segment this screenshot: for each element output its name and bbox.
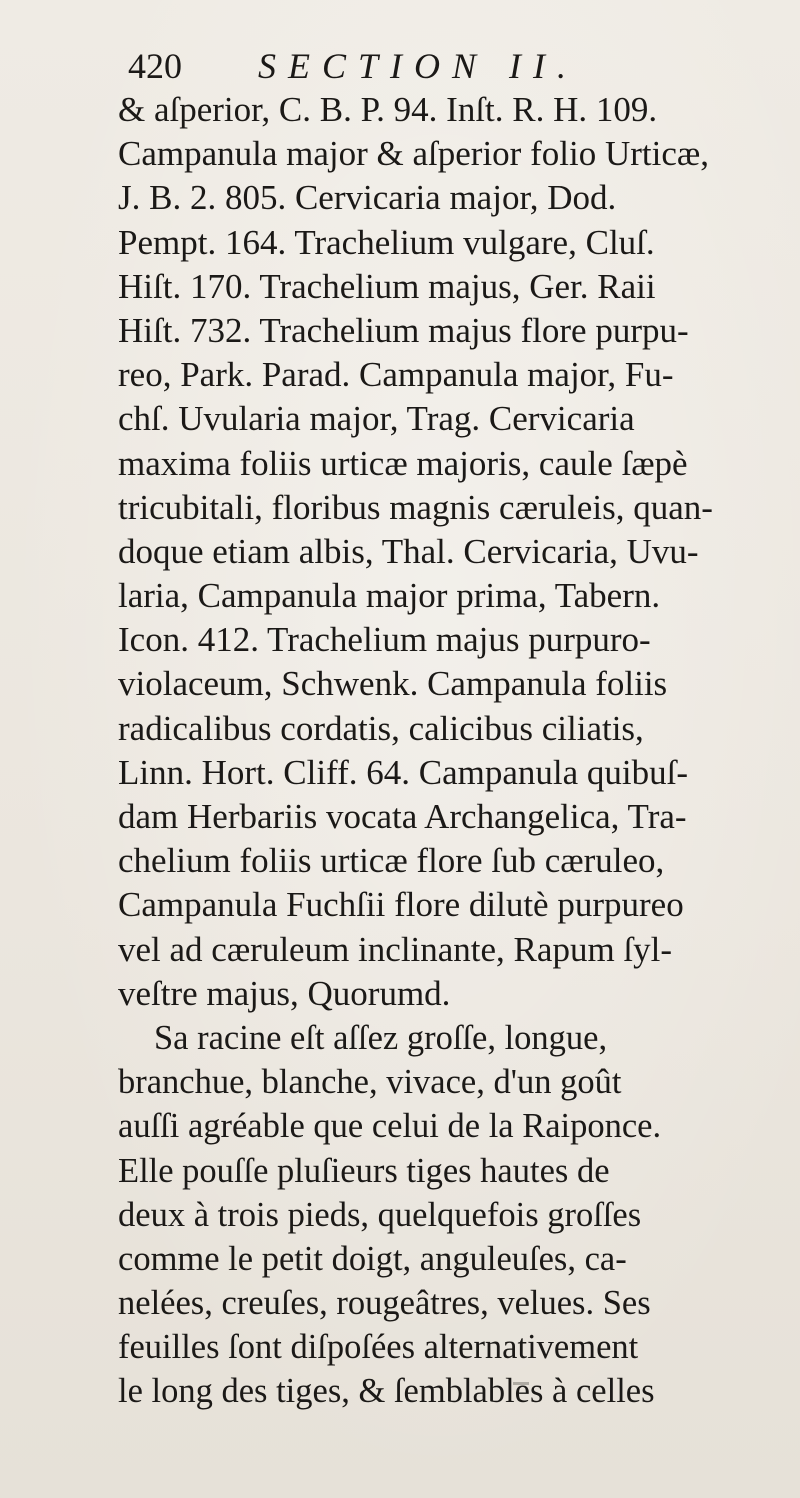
text-line: comme le petit doigt, anguleuſes, ca- bbox=[118, 1239, 627, 1278]
text-line: reo, Park. Parad. Campanula major, Fu- bbox=[118, 355, 674, 395]
text-line: radicalibus cordatis, calicibus ciliatis, bbox=[118, 708, 644, 748]
text-line: doque etiam albis, Thal. Cervicaria, Uvu- bbox=[118, 531, 699, 571]
text-line: Icon. 412. Trachelium majus purpuro- bbox=[118, 620, 651, 660]
text-line: Campanula Fuchſii flore dilutè purpureo bbox=[118, 885, 684, 925]
text-line: Hiſt. 732. Trachelium majus flore purpu- bbox=[118, 310, 689, 350]
text-line: maxima foliis urticæ majoris, caule ſæpè bbox=[118, 443, 688, 483]
text-line: Campanula major & aſperior folio Urticæ, bbox=[118, 134, 709, 174]
text-line: chſ. Uvularia major, Trag. Cervicaria bbox=[118, 399, 635, 439]
text-line: veſtre majus, Quorumd. bbox=[118, 973, 451, 1013]
text-line: Pempt. 164. Trachelium vulgare, Cluſ. bbox=[118, 222, 655, 262]
paragraph-first-line: Sa racine eſt aſſez groſſe, longue, bbox=[154, 1018, 608, 1057]
text-line: chelium foliis urticæ flore ſub cæruleo, bbox=[118, 841, 665, 881]
text-line: auſſi agréable que celui de la Raiponce. bbox=[118, 1107, 662, 1146]
ink-smudge bbox=[513, 1382, 529, 1385]
text-line: J. B. 2. 805. Cervicaria major, Dod. bbox=[118, 178, 617, 218]
text-line: violaceum, Schwenk. Campanula foliis bbox=[118, 664, 668, 704]
page-number: 420 bbox=[128, 46, 182, 86]
text-line: & aſperior, C. B. P. 94. Inſt. R. H. 109. bbox=[118, 90, 658, 129]
text-line: branchue, blanche, vivace, d'un goût bbox=[118, 1063, 622, 1102]
running-title: SECTION II. bbox=[258, 46, 578, 86]
body-text bbox=[118, 88, 740, 1414]
text-line: tricubitali, floribus magnis cæruleis, quan- bbox=[118, 487, 713, 527]
text-line: le long des tiges, & ſemblables à celles bbox=[118, 1372, 655, 1411]
text-line: deux à trois pieds, quelquefois groſſes bbox=[118, 1195, 642, 1234]
text-line: feuilles ſont diſpoſées alternativement bbox=[118, 1328, 639, 1367]
text-line: dam Herbariis vocata Archangelica, Tra- bbox=[118, 797, 687, 836]
text-line: laria, Campanula major prima, Tabern. bbox=[118, 576, 661, 616]
page-header bbox=[128, 42, 748, 90]
text-line: Elle pouſſe pluſieurs tiges hautes de bbox=[118, 1151, 610, 1190]
text-line: vel ad cæruleum inclinante, Rapum ſyl- bbox=[118, 929, 673, 969]
text-line: Hiſt. 170. Trachelium majus, Ger. Raii bbox=[118, 266, 656, 306]
text-line: nelées, creuſes, rougeâtres, velues. Ses bbox=[118, 1284, 651, 1323]
text-line: Linn. Hort. Cliff. 64. Campanula quibuſ- bbox=[118, 752, 688, 792]
